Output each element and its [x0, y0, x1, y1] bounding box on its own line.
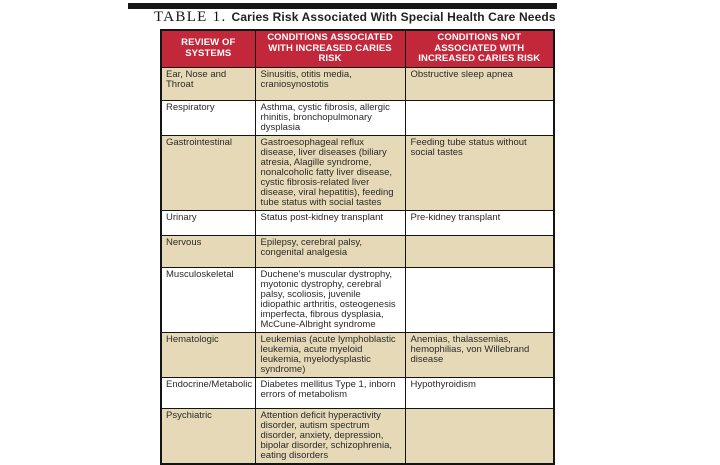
not-increased-risk-cell: Anemias, thalassemias, hemophilias, von Willebrand disease	[405, 332, 554, 377]
table-title	[154, 9, 556, 28]
system-cell: Musculoskeletal	[161, 267, 255, 332]
table-title-text: Caries Risk Associated With Special Health Care Needs	[231, 10, 556, 24]
increased-risk-cell: Attention deficit hyperactivity disorder, autism spectrum disorder, anxiety, depression, bipolar disorder, schizophrenia, eating disorders	[255, 408, 405, 464]
not-increased-risk-cell	[405, 408, 554, 464]
not-increased-risk-cell	[405, 100, 554, 135]
system-cell: Psychiatric	[161, 408, 255, 464]
increased-risk-cell: Status post-kidney transplant	[255, 210, 405, 235]
header-conditions-associated: CONDITIONS ASSOCIATED WITH INCREASED CARIES RISK	[255, 30, 405, 67]
table-row-ent	[161, 67, 554, 100]
table-row-musculoskeletal	[161, 267, 554, 332]
not-increased-risk-cell: Hypothyroidism	[405, 377, 554, 408]
table-row-gastrointestinal	[161, 135, 554, 210]
increased-risk-cell: Asthma, cystic fibrosis, allergic rhinitis, bronchopulmonary dysplasia	[255, 100, 405, 135]
table-row-psychiatric	[161, 408, 554, 464]
caries-risk-table	[160, 29, 555, 465]
system-cell: Gastrointestinal	[161, 135, 255, 210]
table-row-respiratory	[161, 100, 554, 135]
not-increased-risk-cell: Obstructive sleep apnea	[405, 67, 554, 100]
system-cell: Urinary	[161, 210, 255, 235]
system-cell: Nervous	[161, 235, 255, 267]
table-row-hematologic	[161, 332, 554, 377]
not-increased-risk-cell	[405, 235, 554, 267]
increased-risk-cell: Diabetes mellitus Type 1, inborn errors of metabolism	[255, 377, 405, 408]
header-row	[161, 30, 554, 67]
system-cell: Respiratory	[161, 100, 255, 135]
header-review-of-systems: REVIEW OF SYSTEMS	[161, 30, 255, 67]
increased-risk-cell: Epilepsy, cerebral palsy, congenital analgesia	[255, 235, 405, 267]
header-conditions-not-associated: CONDITIONS NOT ASSOCIATED WITH INCREASED CARIES RISK	[405, 30, 554, 67]
table-number-label: TABLE 1.	[154, 9, 227, 25]
increased-risk-cell: Leukemias (acute lymphoblastic leukemia, acute myeloid leukemia, myelodysplastic syndrome)	[255, 332, 405, 377]
table-row-urinary	[161, 210, 554, 235]
system-cell: Ear, Nose and Throat	[161, 67, 255, 100]
not-increased-risk-cell: Feeding tube status without social tastes	[405, 135, 554, 210]
table-row-nervous	[161, 235, 554, 267]
system-cell: Endocrine/Metabolic	[161, 377, 255, 408]
increased-risk-cell: Gastroesophageal reflux disease, liver diseases (biliary atresia, Alagille syndrome, nonalcoholic fatty liver disease, cystic fibrosis-related liver disease, viral hepatitis), feeding tube status with social tastes	[255, 135, 405, 210]
increased-risk-cell: Sinusitis, otitis media, craniosynostotis	[255, 67, 405, 100]
system-cell: Hematologic	[161, 332, 255, 377]
increased-risk-cell: Duchene's muscular dystrophy, myotonic dystrophy, cerebral palsy, scoliosis, juvenile idiopathic arthritis, osteogenesis imperfecta, fibrous dysplasia, McCune-Albright syndrome	[255, 267, 405, 332]
table-row-endocrine-metabolic	[161, 377, 554, 408]
not-increased-risk-cell	[405, 267, 554, 332]
not-increased-risk-cell: Pre-kidney transplant	[405, 210, 554, 235]
